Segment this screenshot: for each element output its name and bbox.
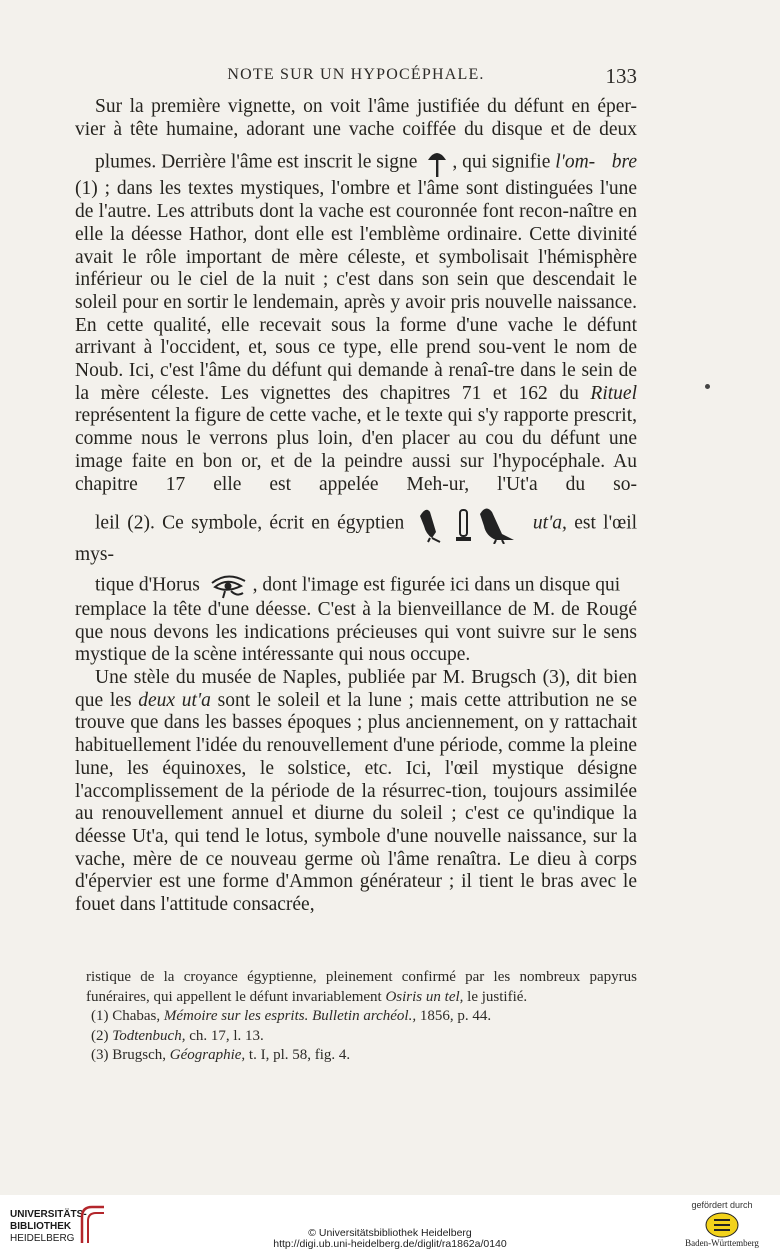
running-head: NOTE SUR UN HYPOCÉPHALE.	[227, 66, 485, 83]
copyright-notice: © Universitätsbibliothek Heidelberg http://digi.ub.uni-heidelberg.de/diglit/ra1862a/0140	[200, 1228, 580, 1250]
ub-logo-mark-icon	[78, 1203, 108, 1247]
page-number: 133	[605, 64, 637, 88]
footnote-3: (3) Brugsch, Géographie, t. I, pl. 58, fig. 4.	[91, 1047, 351, 1063]
ink-speck	[705, 384, 710, 389]
baden-wuerttemberg-emblem-icon	[705, 1212, 739, 1238]
footnotes	[88, 968, 637, 1066]
paragraph-1: Sur la première vignette, on voit l'âme justifiée du défunt en éper-vier à tête humaine, adorant une vache coiffée du disque et de deux plumes. Derrière l'âme est inscrit le signe , qui signifie l'om- bre (1) ; dans les textes mystiques, l'ombre et l'âme sont distinguées l'une de l'autre. Les attributs dont la vache est couronnée font recon-naître en elle la déesse Hathor, dont elle est l'emblème ordinaire. Cette divinité avait le rôle important de mère céleste, et symbolisait l'hémisphère inférieur ou le ciel de la nuit ; c'est dans son sein que descendait le soleil pour en sortir le lendemain, après y avoir pris nouvelle naissance. En cette qualité, elle recevait sous la forme d'une vache le défunt arrivant à l'occident, et, sous ce type, elle prend sou-vent le nom de Noub. Ici, c'est l'âme du défunt qui demande à renaî-tre dans le sein de la mère céleste. Les vignettes des chapitres 71 et 162 du Rituel représentent la figure de cette vache, et le texte qui s'y rapporte prescrit, comme nous le verrons plus loin, d'en placer au cou du défunt une image faite en bon or, et de la peindre aussi sur l'hypocéphale. Au chapitre 17 elle est appelée Meh-ur, l'Ut'a du so- leil (2). Ce symbole, écrit en égyptien ut'a, est l'œil mys- tique d'Horus , dont l'image est figurée ici dans un disque qui remplace la tête d'une déesse. C'est à la bienveillance de M. de Rougé que nous devons les indications précieuses qui vont suivre sur le sens mystique de la scène intéressante qui nous occupe.	[75, 96, 638, 666]
permalink[interactable]: http://digi.ub.uni-heidelberg.de/diglit/ra1862a/0140	[273, 1238, 507, 1250]
funding-credit: gefördert durch Baden-Württemberg	[678, 1200, 766, 1248]
body-text	[75, 96, 637, 917]
wedjat-eye-icon	[209, 573, 249, 599]
footnote-1: (1) Chabas, Mémoire sur les esprits. Bulletin archéol., 1856, p. 44.	[91, 1008, 492, 1024]
paragraph-2: Une stèle du musée de Naples, publiée par M. Brugsch (3), dit bien que les deux ut'a sont le soleil et la lune ; mais cette attribution ne se trouve que dans les basses époques ; plus anciennement, on y rattachait habituellement l'idée du renouvellement d'une période, comme la pleine lune, les équinoxes, le solstice, etc. Ici, l'œil mystique désigne l'accomplissement de la période de la résurrec-tion, toujours assimilée au renouvellement annuel et diurne du soleil ; c'est ce qu'indique la déesse Ut'a, qui tend le lotus, symbole d'une nouvelle naissance, sur la vache, mère de ce nouveau germe où l'âme renaîtra. Le dieu à corps d'épervier est une forme d'Ammon générateur ; il tient le bras avec le fouet dans l'attitude consacrée,	[75, 667, 637, 916]
page-header	[75, 66, 637, 90]
funder-name: Baden-Württemberg	[685, 1238, 759, 1248]
footnote-continuation: ristique de la croyance égyptienne, pleinement confirmé par les nombreux papyrus funéraires, qui appellent le défunt invariablement Osiris un tel, le justifié.	[86, 969, 637, 1005]
uta-hieroglyph-group-icon	[416, 504, 522, 544]
digitization-footer	[0, 1195, 780, 1254]
footnote-2: (2) Todtenbuch, ch. 17, l. 13.	[91, 1027, 264, 1044]
ub-heidelberg-logo-icon[interactable]: UNIVERSITÄTS- BIBLIOTHEK HEIDELBERG	[10, 1209, 87, 1244]
shade-fan-hieroglyph-icon	[426, 148, 448, 178]
